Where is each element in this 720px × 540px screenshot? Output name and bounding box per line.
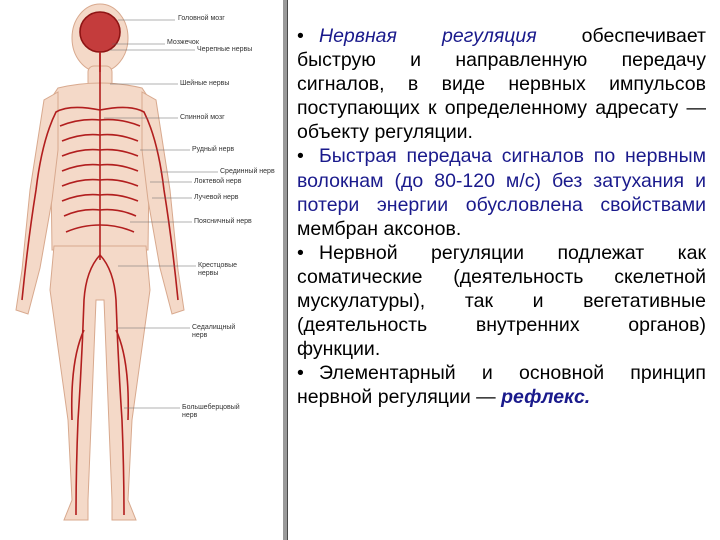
paragraph-4-text: Элементарный и основной принцип нервной регуляции — (297, 362, 706, 409)
term-nervous-regulation: Нервная регуляция (319, 25, 537, 47)
term-reflex: рефлекс. (501, 386, 591, 409)
paragraph-1 (297, 24, 706, 144)
text-panel (297, 24, 706, 514)
label-radial-nerve: Лучевой нерв (194, 194, 239, 201)
vertical-divider (283, 0, 288, 540)
label-lumbar-nerve: Поясничный нерв (194, 218, 252, 225)
bullet-4: • (297, 362, 304, 385)
bullet-2: • (297, 145, 304, 168)
label-sacral-nerves: Крестцовые нервы (198, 262, 238, 277)
paragraph-3-text: Нервной регуляции подлежат как соматические (деятельность скелетной мускулатуры), так и вегетативные (деятельность внутренних органов) функции. (297, 241, 706, 361)
paragraph-1-text: обеспечивает быструю и направленную передачу сигналов, в виде нервных импульсов поступающих к определенному адресату — объекту регуляции. (297, 25, 706, 144)
label-ulnar-nerve: Локтевой нерв (194, 178, 242, 185)
nervous-system-illustration (0, 0, 285, 540)
label-median-nerve: Срединный нерв (220, 168, 275, 175)
paragraph-2 (297, 144, 706, 240)
bullet-1: • (297, 25, 304, 47)
paragraph-4 (297, 361, 706, 409)
label-sciatic-nerve: Седалищный нерв (192, 324, 236, 339)
label-cranial-nerves: Черепные нервы (197, 46, 253, 53)
paragraph-2-text: мембран аксонов. (297, 217, 462, 240)
label-brachial-nerve: Рудный нерв (192, 146, 235, 153)
label-cervical-nerves: Шейные нервы (180, 80, 230, 87)
label-spinal-cord: Спинной мозг (180, 114, 225, 121)
paragraph-2-highlight: Быстрая передача сигналов по нервным волокнам (до 80-120 м/с) без затухания и потери энергии обусловлена свойствами (297, 145, 706, 216)
label-cerebellum: Мозжечок (167, 39, 199, 46)
paragraph-3 (297, 241, 706, 361)
bullet-3: • (297, 241, 304, 264)
label-tibial-nerve: Большеберцовый нерв (182, 404, 240, 419)
label-brain: Головной мозг (178, 15, 225, 22)
